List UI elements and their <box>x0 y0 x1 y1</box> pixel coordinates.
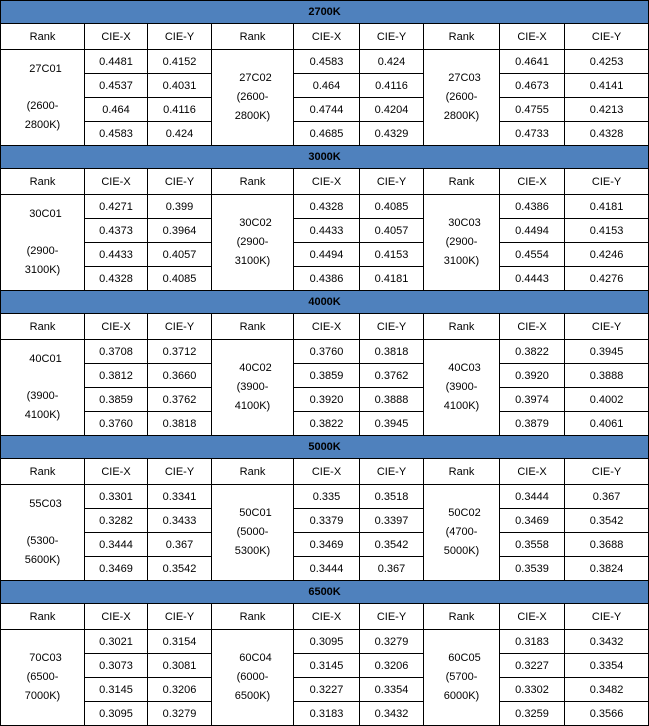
rank-cell <box>424 195 500 291</box>
section-header-row <box>1 146 649 169</box>
cie-y-value: 0.3566 <box>565 702 649 726</box>
cie-y-value: 0.3154 <box>148 630 212 654</box>
table-row <box>1 364 649 388</box>
section-header-row <box>1 581 649 604</box>
rank-cell <box>424 630 500 726</box>
cie-x-header: CIE-X <box>294 459 360 485</box>
cie-y-value: 0.4141 <box>565 74 649 98</box>
cie-y-header: CIE-Y <box>565 459 649 485</box>
rank-header: Rank <box>424 604 500 630</box>
cie-y-value: 0.4031 <box>148 74 212 98</box>
section-title: 6500K <box>1 581 649 604</box>
cie-y-value: 0.4246 <box>565 243 649 267</box>
cie-y-value: 0.4276 <box>565 267 649 291</box>
cie-y-header: CIE-Y <box>148 459 212 485</box>
cie-x-value: 0.3760 <box>294 340 360 364</box>
cie-y-header: CIE-Y <box>148 169 212 195</box>
rank-cell <box>212 630 294 726</box>
rank-code: 40C02 <box>239 362 272 374</box>
cct-range-start: (6500- <box>26 671 59 683</box>
cie-x-value: 0.3095 <box>294 630 360 654</box>
cie-x-value: 0.4537 <box>85 74 148 98</box>
cie-y-value: 0.367 <box>565 485 649 509</box>
cct-range-end: 2800K) <box>234 110 271 122</box>
table-row <box>1 412 649 436</box>
cie-y-value: 0.367 <box>148 533 212 557</box>
rank-code: 70C03 <box>29 652 62 664</box>
cie-x-value: 0.4554 <box>500 243 565 267</box>
rank-cell <box>212 340 294 436</box>
cie-y-value: 0.3341 <box>148 485 212 509</box>
rank-cell <box>1 340 85 436</box>
cie-y-value: 0.4085 <box>360 195 424 219</box>
cie-x-value: 0.4685 <box>294 122 360 146</box>
rank-cell <box>212 485 294 581</box>
section-header-row <box>1 1 649 24</box>
cie-y-header: CIE-Y <box>360 24 424 50</box>
section-header-row <box>1 436 649 459</box>
rank-cell <box>424 340 500 436</box>
cie-x-value: 0.335 <box>294 485 360 509</box>
cie-x-value: 0.3469 <box>500 509 565 533</box>
cie-x-header: CIE-X <box>500 314 565 340</box>
cie-y-header: CIE-Y <box>565 169 649 195</box>
column-header-row <box>1 24 649 50</box>
cct-range-start: (2900- <box>445 236 478 248</box>
cie-y-value: 0.4253 <box>565 50 649 74</box>
rank-header: Rank <box>424 169 500 195</box>
cct-range-end: 4100K) <box>443 400 480 412</box>
cie-x-value: 0.3879 <box>500 412 565 436</box>
table-row <box>1 509 649 533</box>
cie-y-value: 0.3433 <box>148 509 212 533</box>
cie-x-value: 0.3183 <box>500 630 565 654</box>
table-row <box>1 557 649 581</box>
cie-x-value: 0.3974 <box>500 388 565 412</box>
cie-y-value: 0.3762 <box>148 388 212 412</box>
cct-range-end: 6000K) <box>443 690 480 702</box>
rank-cell <box>424 485 500 581</box>
rank-code: 50C02 <box>448 507 481 519</box>
rank-header: Rank <box>212 604 294 630</box>
cie-x-header: CIE-X <box>500 24 565 50</box>
cct-range-start: (2600- <box>236 91 269 103</box>
cie-y-value: 0.4204 <box>360 98 424 122</box>
cie-y-header: CIE-Y <box>148 24 212 50</box>
cct-range-start: (2600- <box>445 91 478 103</box>
cie-y-header: CIE-Y <box>565 314 649 340</box>
cie-y-value: 0.3432 <box>360 702 424 726</box>
cie-x-value: 0.4271 <box>85 195 148 219</box>
cie-y-value: 0.3518 <box>360 485 424 509</box>
cie-x-value: 0.3469 <box>294 533 360 557</box>
cie-x-value: 0.4583 <box>294 50 360 74</box>
cct-range-end: 4100K) <box>234 400 271 412</box>
cie-y-value: 0.3397 <box>360 509 424 533</box>
cie-x-value: 0.464 <box>294 74 360 98</box>
rank-cell <box>1 485 85 581</box>
rank-code: 55C03 <box>29 498 62 510</box>
cie-y-value: 0.4085 <box>148 267 212 291</box>
rank-header: Rank <box>424 459 500 485</box>
cie-x-value: 0.3021 <box>85 630 148 654</box>
cct-range-end: 3100K) <box>24 264 61 276</box>
rank-cell <box>1 195 85 291</box>
cie-x-value: 0.3822 <box>500 340 565 364</box>
cie-x-value: 0.4386 <box>500 195 565 219</box>
cie-x-value: 0.3145 <box>294 654 360 678</box>
table-row <box>1 74 649 98</box>
table-row <box>1 122 649 146</box>
cie-x-value: 0.4386 <box>294 267 360 291</box>
cie-x-value: 0.3259 <box>500 702 565 726</box>
cct-range-end: 2800K) <box>443 110 480 122</box>
cie-x-value: 0.3920 <box>500 364 565 388</box>
cie-y-value: 0.3542 <box>565 509 649 533</box>
cct-range-end: 5000K) <box>443 545 480 557</box>
rank-header: Rank <box>424 314 500 340</box>
cct-range-start: (3900- <box>26 390 59 402</box>
cie-x-value: 0.3760 <box>85 412 148 436</box>
cie-y-value: 0.3206 <box>360 654 424 678</box>
rank-header: Rank <box>424 24 500 50</box>
cie-y-value: 0.4153 <box>565 219 649 243</box>
cie-x-header: CIE-X <box>85 459 148 485</box>
cie-x-value: 0.3444 <box>85 533 148 557</box>
cie-x-value: 0.3282 <box>85 509 148 533</box>
cie-x-header: CIE-X <box>500 604 565 630</box>
cie-x-value: 0.3227 <box>500 654 565 678</box>
cie-x-value: 0.3183 <box>294 702 360 726</box>
cct-range-end: 5300K) <box>234 545 271 557</box>
cie-y-value: 0.3279 <box>360 630 424 654</box>
cie-y-value: 0.3888 <box>360 388 424 412</box>
table-row <box>1 267 649 291</box>
cie-y-value: 0.3354 <box>565 654 649 678</box>
cie-y-header: CIE-Y <box>360 314 424 340</box>
rank-header: Rank <box>212 169 294 195</box>
cie-y-value: 0.4116 <box>148 98 212 122</box>
cie-y-header: CIE-Y <box>565 24 649 50</box>
section-header-row <box>1 291 649 314</box>
cie-x-value: 0.3379 <box>294 509 360 533</box>
table-body <box>1 1 649 726</box>
rank-cell <box>424 50 500 146</box>
rank-header: Rank <box>1 459 85 485</box>
rank-code: 50C01 <box>239 507 272 519</box>
cie-y-header: CIE-Y <box>360 604 424 630</box>
cie-x-value: 0.3920 <box>294 388 360 412</box>
cie-x-header: CIE-X <box>85 604 148 630</box>
cie-x-value: 0.3812 <box>85 364 148 388</box>
table-row <box>1 678 649 702</box>
cie-x-header: CIE-X <box>294 169 360 195</box>
cie-y-value: 0.4152 <box>148 50 212 74</box>
cie-y-value: 0.3712 <box>148 340 212 364</box>
cct-range-start: (6000- <box>236 671 269 683</box>
cie-x-value: 0.4373 <box>85 219 148 243</box>
cie-y-header: CIE-Y <box>360 459 424 485</box>
table-row <box>1 630 649 654</box>
cct-range-start: (4700- <box>445 526 478 538</box>
rank-header: Rank <box>1 169 85 195</box>
cct-range-start: (5000- <box>236 526 269 538</box>
cie-y-value: 0.3818 <box>148 412 212 436</box>
table-row <box>1 195 649 219</box>
cie-x-value: 0.464 <box>85 98 148 122</box>
cct-range-end: 6500K) <box>234 690 271 702</box>
cct-range-start: (5300- <box>26 535 59 547</box>
cie-y-value: 0.399 <box>148 195 212 219</box>
rank-code: 30C03 <box>448 217 481 229</box>
cie-y-value: 0.4181 <box>565 195 649 219</box>
column-header-row <box>1 604 649 630</box>
column-header-row <box>1 169 649 195</box>
cct-range-end: 2800K) <box>24 119 61 131</box>
cie-x-value: 0.3301 <box>85 485 148 509</box>
section-title: 2700K <box>1 1 649 24</box>
cie-y-value: 0.3945 <box>565 340 649 364</box>
cie-y-value: 0.3482 <box>565 678 649 702</box>
table-row <box>1 219 649 243</box>
cie-x-value: 0.4433 <box>294 219 360 243</box>
rank-code: 27C03 <box>448 72 481 84</box>
cie-x-value: 0.3859 <box>85 388 148 412</box>
rank-header: Rank <box>1 24 85 50</box>
cie-x-value: 0.3539 <box>500 557 565 581</box>
cie-y-value: 0.4328 <box>565 122 649 146</box>
cie-x-value: 0.4494 <box>500 219 565 243</box>
rank-code: 30C02 <box>239 217 272 229</box>
rank-code: 40C03 <box>448 362 481 374</box>
cie-x-value: 0.3145 <box>85 678 148 702</box>
cie-x-value: 0.4328 <box>294 195 360 219</box>
cie-x-value: 0.4755 <box>500 98 565 122</box>
cie-x-value: 0.3444 <box>294 557 360 581</box>
cie-y-value: 0.3432 <box>565 630 649 654</box>
cie-y-value: 0.4153 <box>360 243 424 267</box>
cie-y-value: 0.4002 <box>565 388 649 412</box>
cie-y-value: 0.3824 <box>565 557 649 581</box>
cct-range-end: 5600K) <box>24 554 61 566</box>
cie-x-value: 0.3708 <box>85 340 148 364</box>
cie-x-value: 0.4673 <box>500 74 565 98</box>
rank-code: 60C05 <box>448 652 481 664</box>
cie-x-header: CIE-X <box>85 314 148 340</box>
cie-x-value: 0.3822 <box>294 412 360 436</box>
table-row <box>1 50 649 74</box>
rank-cell <box>1 630 85 726</box>
cie-x-header: CIE-X <box>500 459 565 485</box>
cie-y-value: 0.367 <box>360 557 424 581</box>
cie-y-value: 0.4057 <box>360 219 424 243</box>
cie-x-header: CIE-X <box>500 169 565 195</box>
rank-code: 27C01 <box>29 63 62 75</box>
cct-range-start: (3900- <box>236 381 269 393</box>
cie-y-value: 0.3206 <box>148 678 212 702</box>
cie-y-header: CIE-Y <box>148 604 212 630</box>
rank-header: Rank <box>1 604 85 630</box>
cie-y-value: 0.3964 <box>148 219 212 243</box>
rank-cell <box>212 50 294 146</box>
table-row <box>1 243 649 267</box>
cie-x-value: 0.4443 <box>500 267 565 291</box>
cct-range-start: (3900- <box>445 381 478 393</box>
cie-y-value: 0.4061 <box>565 412 649 436</box>
cct-range-start: (2900- <box>26 245 59 257</box>
cct-range-end: 3100K) <box>443 255 480 267</box>
cie-y-value: 0.3688 <box>565 533 649 557</box>
cie-x-value: 0.3073 <box>85 654 148 678</box>
cie-x-value: 0.4744 <box>294 98 360 122</box>
section-title: 4000K <box>1 291 649 314</box>
table-row <box>1 654 649 678</box>
rank-cell <box>212 195 294 291</box>
section-title: 3000K <box>1 146 649 169</box>
cct-range-start: (2600- <box>26 100 59 112</box>
cie-y-value: 0.3888 <box>565 364 649 388</box>
cie-y-value: 0.424 <box>148 122 212 146</box>
cie-y-value: 0.3945 <box>360 412 424 436</box>
section-title: 5000K <box>1 436 649 459</box>
cie-x-value: 0.4494 <box>294 243 360 267</box>
cie-x-header: CIE-X <box>85 169 148 195</box>
cie-x-value: 0.3558 <box>500 533 565 557</box>
cie-x-value: 0.4733 <box>500 122 565 146</box>
cct-range-end: 4100K) <box>24 409 61 421</box>
table-row <box>1 340 649 364</box>
rank-header: Rank <box>212 314 294 340</box>
cie-x-value: 0.4583 <box>85 122 148 146</box>
rank-cell <box>1 50 85 146</box>
rank-code: 60C04 <box>239 652 272 664</box>
cie-y-value: 0.4329 <box>360 122 424 146</box>
cie-x-value: 0.3469 <box>85 557 148 581</box>
cie-y-value: 0.3762 <box>360 364 424 388</box>
cie-x-value: 0.4481 <box>85 50 148 74</box>
cct-range-end: 7000K) <box>24 690 61 702</box>
table-row <box>1 702 649 726</box>
cie-y-value: 0.3542 <box>148 557 212 581</box>
table-row <box>1 485 649 509</box>
cie-y-header: CIE-Y <box>148 314 212 340</box>
rank-header: Rank <box>1 314 85 340</box>
cie-y-value: 0.3354 <box>360 678 424 702</box>
cie-x-header: CIE-X <box>294 604 360 630</box>
cie-x-value: 0.4433 <box>85 243 148 267</box>
cie-x-value: 0.3302 <box>500 678 565 702</box>
cie-y-value: 0.3818 <box>360 340 424 364</box>
rank-code: 40C01 <box>29 353 62 365</box>
cie-y-value: 0.3660 <box>148 364 212 388</box>
cie-x-value: 0.3859 <box>294 364 360 388</box>
cie-y-header: CIE-Y <box>360 169 424 195</box>
cie-x-value: 0.3444 <box>500 485 565 509</box>
table-row <box>1 98 649 122</box>
cie-y-value: 0.4116 <box>360 74 424 98</box>
cie-x-value: 0.3095 <box>85 702 148 726</box>
cie-x-value: 0.3227 <box>294 678 360 702</box>
column-header-row <box>1 459 649 485</box>
cie-x-header: CIE-X <box>294 24 360 50</box>
column-header-row <box>1 314 649 340</box>
table-row <box>1 388 649 412</box>
cie-x-value: 0.4328 <box>85 267 148 291</box>
cie-y-header: CIE-Y <box>565 604 649 630</box>
cie-y-value: 0.3542 <box>360 533 424 557</box>
rank-header: Rank <box>212 459 294 485</box>
cie-x-header: CIE-X <box>294 314 360 340</box>
cie-y-value: 0.3279 <box>148 702 212 726</box>
cie-y-value: 0.4181 <box>360 267 424 291</box>
cct-range-end: 3100K) <box>234 255 271 267</box>
rank-header: Rank <box>212 24 294 50</box>
rank-code: 30C01 <box>29 208 62 220</box>
table-row <box>1 533 649 557</box>
cie-y-value: 0.3081 <box>148 654 212 678</box>
cie-y-value: 0.4213 <box>565 98 649 122</box>
cie-y-value: 0.4057 <box>148 243 212 267</box>
cie-y-value: 0.424 <box>360 50 424 74</box>
rank-code: 27C02 <box>239 72 272 84</box>
cie-x-value: 0.4641 <box>500 50 565 74</box>
cie-x-header: CIE-X <box>85 24 148 50</box>
cct-range-start: (5700- <box>445 671 478 683</box>
cct-range-start: (2900- <box>236 236 269 248</box>
